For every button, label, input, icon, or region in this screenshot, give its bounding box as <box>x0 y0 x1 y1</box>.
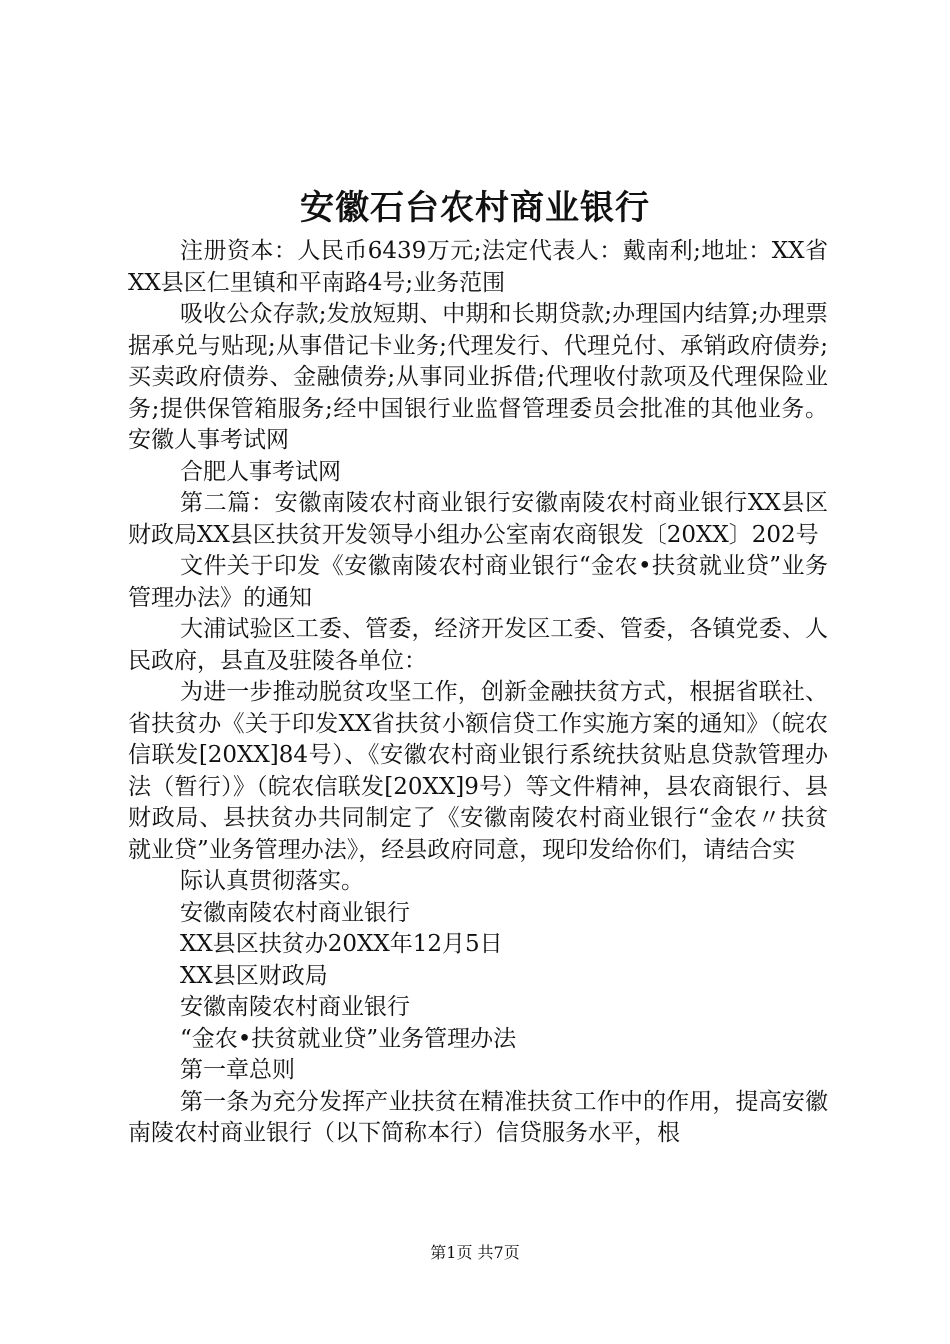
paragraph-registration: 注册资本：人民币6439万元;法定代表人：戴南利;地址：XX省XX县区仁里镇和平南路4号;业务范围 <box>128 238 828 296</box>
document-body <box>128 236 828 1150</box>
paragraph-business-scope: 吸收公众存款;发放短期、中期和长期贷款;办理国内结算;办理票据承兑与贴现;从事借记卡业务;代理发行、代理兑付、承销政府债券;买卖政府债券、金融债券;从事同业拆借;代理收付款项及代理保险业务;提供保管箱服务;经中国银行业监督管理委员会批准的其他业务。安徽人事考试网 <box>128 301 828 453</box>
paragraph-signature-bank: 安徽南陵农村商业银行 <box>180 899 410 926</box>
paragraph-measures-title: “金农•扶贫就业贷”业务管理办法 <box>180 1025 517 1052</box>
paragraph-bank-name: 安徽南陵农村商业银行 <box>180 994 410 1020</box>
document-title: 安徽石台农村商业银行 <box>300 188 650 228</box>
paragraph-notice-title: 文件关于印发《安徽南陵农村商业银行“金农•扶贫就业贷”业务管理办法》的通知 <box>128 553 828 611</box>
paragraph-chapter-one: 第一章总则 <box>180 1057 295 1083</box>
paragraph-article-one: 第一条为充分发挥产业扶贫在精准扶贫工作中的作用，提高安徽南陵农村商业银行（以下简称本行）信贷服务水平，根 <box>128 1088 828 1146</box>
page-footer: 第1页 共7页 <box>430 1243 520 1262</box>
paragraph-signature-poverty-office: XX县区扶贫办20XX年12月5日 <box>180 931 503 957</box>
paragraph-hefei-exam: 合肥人事考试网 <box>180 458 341 485</box>
paragraph-implement: 际认真贯彻落实。 <box>180 868 364 894</box>
paragraph-second-article: 第二篇：安徽南陵农村商业银行安徽南陵农村商业银行XX县区财政局XX县区扶贫开发领导小组办公室南农商银发〔20XX〕202号 <box>128 490 828 548</box>
paragraph-purpose: 为进一步推动脱贫攻坚工作，创新金融扶贫方式，根据省联社、省扶贫办《关于印发XX省扶贫小额信贷工作实施方案的通知》（皖农信联发[20XX]84号）、《安徽农村商业银行系统扶贫贴息贷款管理办法（暂行）》（皖农信联发[20XX]9号）等文件精神，县农商银行、县财政局、县扶贫办共同制定了《安徽南陵农村商业银行“金农〃扶贫就业贷”业务管理办法》，经县政府同意，现印发给你们，请结合实 <box>128 679 828 863</box>
paragraph-signature-finance: XX县区财政局 <box>180 962 328 989</box>
paragraph-addressees: 大浦试验区工委、管委，经济开发区工委、管委，各镇党委、人民政府，县直及驻陵各单位： <box>128 616 828 674</box>
